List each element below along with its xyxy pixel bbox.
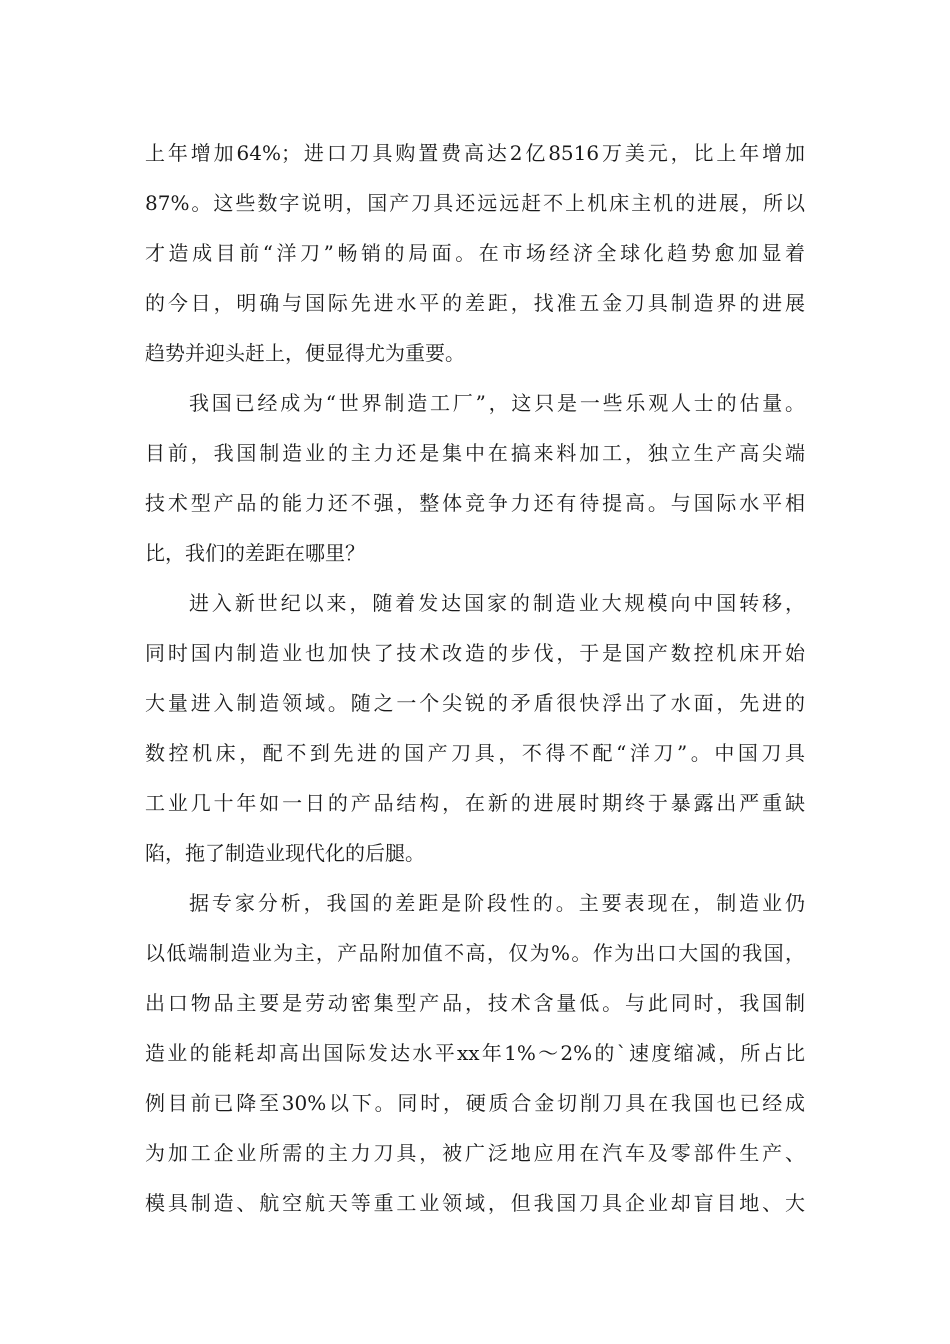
text-line: 的今日，明确与国际先进水平的差距，找准五金刀具制造界的进展 [145, 291, 805, 315]
text-line: 模具制造、航空航天等重工业领域，但我国刀具企业却盲目地、大 [145, 1191, 805, 1215]
text-line: 技术型产品的能力还不强，整体竞争力还有待提高。与国际水平相 [145, 491, 805, 515]
text-line: 工业几十年如一日的产品结构，在新的进展时期终于暴露出严重缺 [145, 791, 805, 815]
text-line: 大量进入制造领域。随之一个尖锐的矛盾很快浮出了水面，先进的 [145, 691, 805, 715]
text-line: 进入新世纪以来，随着发达国家的制造业大规模向中国转移， [189, 591, 805, 615]
text-line: 造业的能耗却高出国际发达水平xx年1%～2%的`速度缩减，所占比 [145, 1041, 805, 1065]
text-line: 上年增加64%；进口刀具购置费高达2亿8516万美元，比上年增加 [145, 141, 805, 165]
text-line: 我国已经成为“世界制造工厂”，这只是一些乐观人士的估量。 [189, 391, 805, 415]
text-line: 例目前已降至30%以下。同时，硬质合金切削刀具在我国也已经成 [145, 1091, 805, 1115]
paragraph-3 [145, 578, 805, 878]
text-line: 87%。这些数字说明，国产刀具还远远赶不上机床主机的进展，所以 [145, 191, 805, 215]
text-line: 以低端制造业为主，产品附加值不高，仅为%。作为出口大国的我国， [145, 941, 805, 965]
text-line: 陷，拖了制造业现代化的后腿。 [145, 841, 425, 865]
text-line: 据专家分析，我国的差距是阶段性的。主要表现在，制造业仍 [189, 891, 805, 915]
paragraph-4 [145, 878, 805, 1228]
text-line: 数控机床，配不到先进的国产刀具，不得不配“洋刀”。中国刀具 [145, 741, 805, 765]
body-text [145, 128, 805, 1228]
text-line: 比，我们的差距在哪里？ [145, 541, 365, 565]
text-line: 才造成目前“洋刀”畅销的局面。在市场经济全球化趋势愈加显着 [145, 241, 805, 265]
paragraph-2 [145, 378, 805, 578]
text-line: 出口物品主要是劳动密集型产品，技术含量低。与此同时，我国制 [145, 991, 805, 1015]
text-line: 为加工企业所需的主力刀具，被广泛地应用在汽车及零部件生产、 [145, 1141, 805, 1165]
text-line: 趋势并迎头赶上，便显得尤为重要。 [145, 341, 465, 365]
text-line: 目前，我国制造业的主力还是集中在搞来料加工，独立生产高尖端 [145, 441, 805, 465]
text-line: 同时国内制造业也加快了技术改造的步伐，于是国产数控机床开始 [145, 641, 805, 665]
paragraph-1 [145, 128, 805, 378]
